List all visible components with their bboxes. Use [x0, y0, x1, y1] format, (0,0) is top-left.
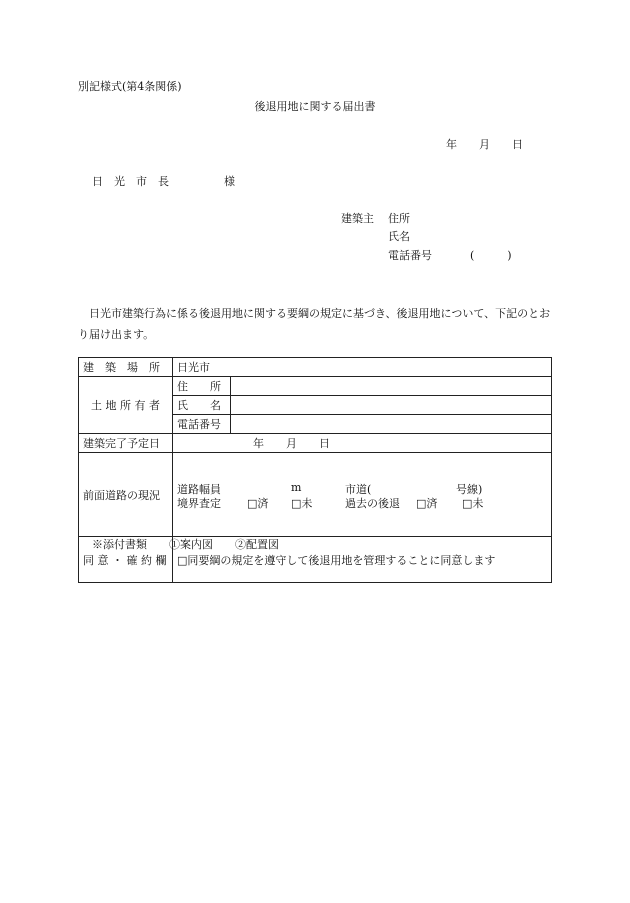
consent-label: 同 意 ・ 確 約 欄: [79, 537, 173, 583]
location-value: 日光市: [173, 358, 552, 377]
applicant-address-label: 住所: [388, 212, 410, 225]
consent-checkbox[interactable]: □同要綱の規定を遵守して後退用地を管理することに同意します: [173, 537, 552, 583]
past-not-done-checkbox[interactable]: □未: [462, 497, 484, 510]
owner-address-label: 住 所: [173, 377, 231, 396]
body-paragraph: 日光市建築行為に係る後退用地に関する要綱の規定に基づき、後退用地について、下記のとおり届け出ます。: [78, 307, 551, 341]
applicant-phone-label: 電話番号: [388, 249, 432, 262]
owner-label: 土 地 所 有 者: [79, 377, 173, 434]
road-label: 前面道路の現況: [79, 453, 173, 537]
applicant-role: 建築主: [341, 212, 374, 225]
route-suffix: 号線): [456, 483, 483, 496]
city-road-label: 市道(: [345, 483, 372, 496]
attachments-note: ※添付書類 ①案内図 ②配置図: [92, 538, 279, 551]
road-width-label: 道路幅員: [177, 483, 221, 496]
owner-phone-field: [231, 415, 552, 434]
past-done-checkbox[interactable]: □済: [416, 497, 438, 510]
boundary-label: 境界査定: [177, 497, 221, 510]
addressee: 日 光 市 長 様: [92, 175, 235, 188]
applicant-phone-paren: ( ): [470, 249, 512, 262]
owner-name-field: [231, 396, 552, 415]
owner-name-label: 氏 名: [173, 396, 231, 415]
document-title: 後退用地に関する届出書: [254, 100, 376, 113]
boundary-not-done-checkbox[interactable]: □未: [291, 497, 313, 510]
road-details: [173, 453, 552, 537]
applicant-name-label: 氏名: [388, 230, 410, 243]
road-width-unit: m: [291, 481, 302, 494]
date-line: 年 月 日: [446, 138, 523, 151]
completion-label: 建築完了予定日: [79, 434, 173, 453]
form-reference: 別記様式(第4条関係): [78, 80, 182, 93]
past-setback-label: 過去の後退: [345, 497, 400, 510]
owner-phone-label: 電話番号: [173, 415, 231, 434]
owner-address-field: [231, 377, 552, 396]
completion-value: 年 月 日: [173, 434, 552, 453]
location-label: 建 築 場 所: [79, 358, 173, 377]
boundary-done-checkbox[interactable]: □済: [247, 497, 269, 510]
